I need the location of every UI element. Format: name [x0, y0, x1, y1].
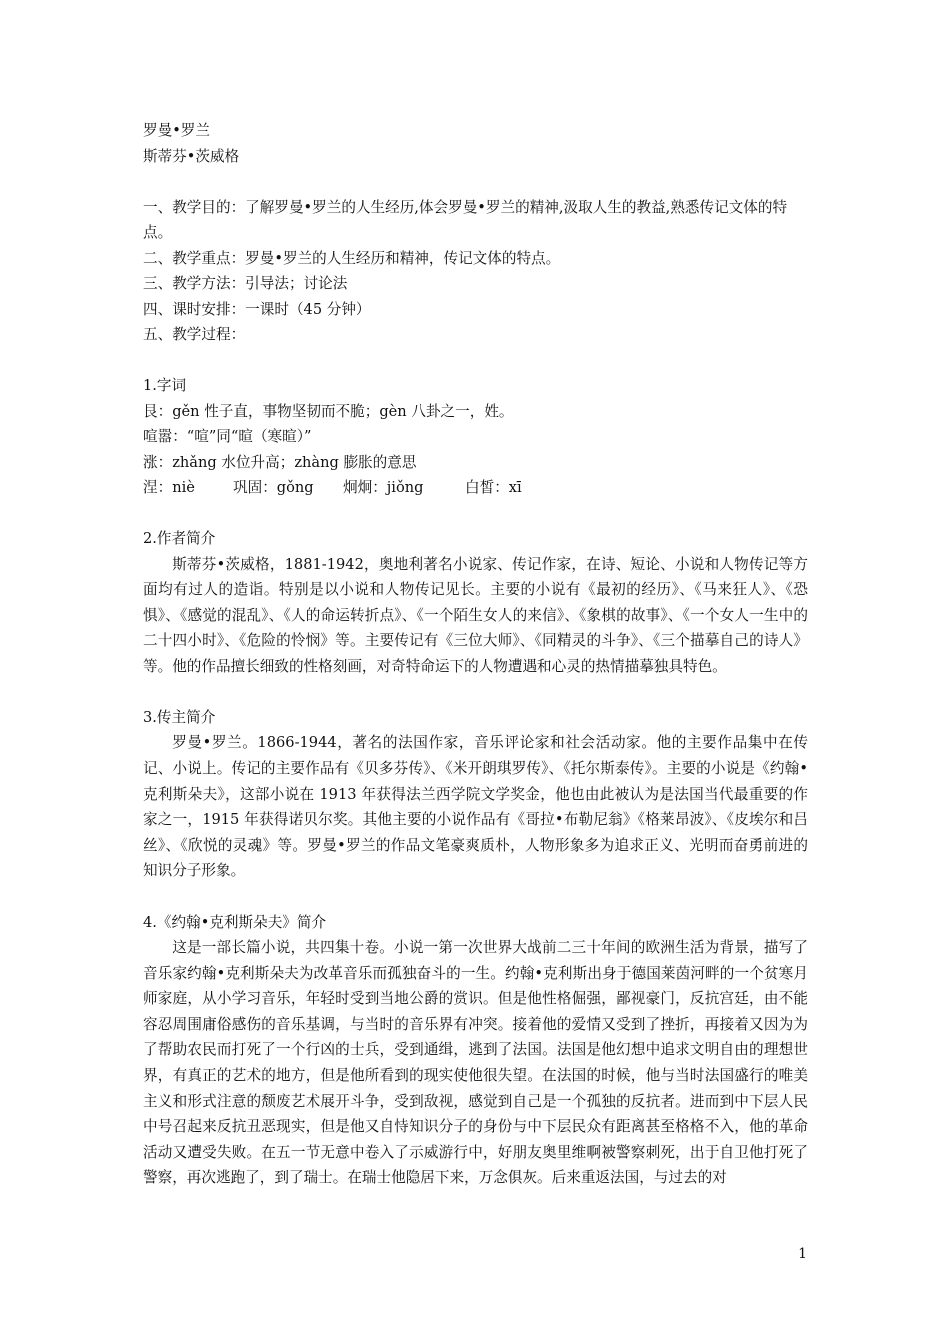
- spacer: [143, 884, 808, 910]
- objective-1: 一、教学目的：了解罗曼•罗兰的人生经历,体会罗曼•罗兰的精神,汲取人生的教益,熟悉传记文体的特点。: [143, 198, 788, 241]
- vocab-line: 涨：zhǎng 水位升高；zhàng 膨胀的意思: [143, 453, 417, 471]
- section-heading-subject: 3.传主简介: [143, 708, 216, 726]
- spacer: [143, 501, 808, 527]
- vocab-line: 喧嚣：“喧”同“暄（寒暄）”: [143, 428, 312, 445]
- vocab-item: 白皙：xī: [465, 479, 522, 496]
- vocab-item: 炯炯：jiǒng: [343, 479, 424, 496]
- page-number: 1: [798, 1246, 807, 1262]
- section-heading-author: 2.作者简介: [143, 530, 216, 547]
- novel-paragraph: 这是一部长篇小说，共四集十卷。小说一第一次世界大战前二三十年间的欧洲生活为背景，描写了音乐家约翰•克利斯朵夫为改革音乐而孤独奋斗的一生。约翰•克利斯出身于德国莱茵河畔的一个贫寒月师家庭，从小学习音乐，年轻时受到当地公爵的赏识。但是他性格倔强，鄙视豪门，反抗宫廷，由不能容忍周围庸俗感伤的音乐基调，与当时的音乐界有冲突。接着他的爱情又受到了挫折，再接着又因为为了帮助农民而打死了一个行凶的士兵，受到通缉，逃到了法国。法国是他幻想中追求文明自由的理想世界，有真正的艺术的地方，但是他所看到的现实使他很失望。在法国的时候，他与当时法国盛行的唯美主义和形式注意的颓废艺术展开斗争，受到敌视，感觉到自己是一个孤独的反抗者。进而到中下层人民中号召起来反抗丑恶现实，但是他又自恃知识分子的身份与中下层民众有距离甚至格格不入，他的革命活动又遭受失败。在五一节无意中卷入了示威游行中，好朋友奥里维啊被警察刺死，出于自卫他打死了警察，再次逃跑了，到了瑞士。在瑞士他隐居下来，万念俱灰。后来重返法国，与过去的对: [143, 939, 808, 1187]
- spacer: [143, 169, 808, 195]
- section-heading-novel: 4.《约翰•克利斯朵夫》简介: [143, 913, 327, 931]
- subject-paragraph: 罗曼•罗兰。1866-1944，著名的法国作家，音乐评论家和社会活动家。他的主要作品集中在传记、小说上。传记的主要作品有《贝多芬传》、《米开朗琪罗传》、《托尔斯泰传》。主要的小说是《约翰•克利斯朵夫》，这部小说在 1913 年获得法兰西学院文学奖金，他也由此被认为是法国当代最重要的作家之一，1915 年获得诺贝尔奖。其他主要的小说作品有《哥拉•布勒尼翁》《格莱昂波》、《皮埃尔和吕丝》、《欣悦的灵魂》等。罗曼•罗兰的作品文笔豪爽质朴，人物形象多为追求正义、光明而奋勇前进的知识分子形象。: [143, 734, 808, 880]
- document-author: 斯蒂芬•茨威格: [143, 147, 240, 165]
- objective-2: 二、教学重点：罗曼•罗兰的人生经历和精神，传记文体的特点。: [143, 249, 561, 267]
- section-heading-vocab: 1.字词: [143, 377, 187, 394]
- vocab-line: 艮：gěn 性子直，事物坚韧而不脆；gèn 八卦之一，姓。: [143, 402, 514, 420]
- spacer: [143, 679, 808, 705]
- objective-4: 四、课时安排：一课时（45 分钟）: [143, 300, 371, 318]
- vocab-item: 巩固：gǒng: [233, 479, 314, 496]
- document-body: [143, 118, 808, 1191]
- vocab-item: 涅：niè: [143, 479, 195, 496]
- document-title: 罗曼•罗兰: [143, 122, 210, 139]
- spacer: [143, 348, 808, 374]
- vocab-row: [143, 475, 808, 501]
- author-paragraph: 斯蒂芬•茨威格，1881-1942，奥地利著名小说家、传记作家，在诗、短论、小说和人物传记等方面均有过人的造诣。特别是以小说和人物传记见长。主要的小说有《最初的经历》、《马来狂人》、《恐惧》、《感觉的混乱》、《人的命运转折点》、《一个陌生女人的来信》、《象棋的故事》、《一个女人一生中的二十四小时》、《危险的怜悯》等。主要传记有《三位大师》、《同精灵的斗争》、《三个描摹自己的诗人》等。他的作品擅长细致的性格刻画，对奇特命运下的人物遭遇和心灵的热情描摹独具特色。: [143, 555, 808, 675]
- objective-5: 五、教学过程：: [143, 326, 246, 343]
- objective-3: 三、教学方法：引导法；讨论法: [143, 275, 348, 292]
